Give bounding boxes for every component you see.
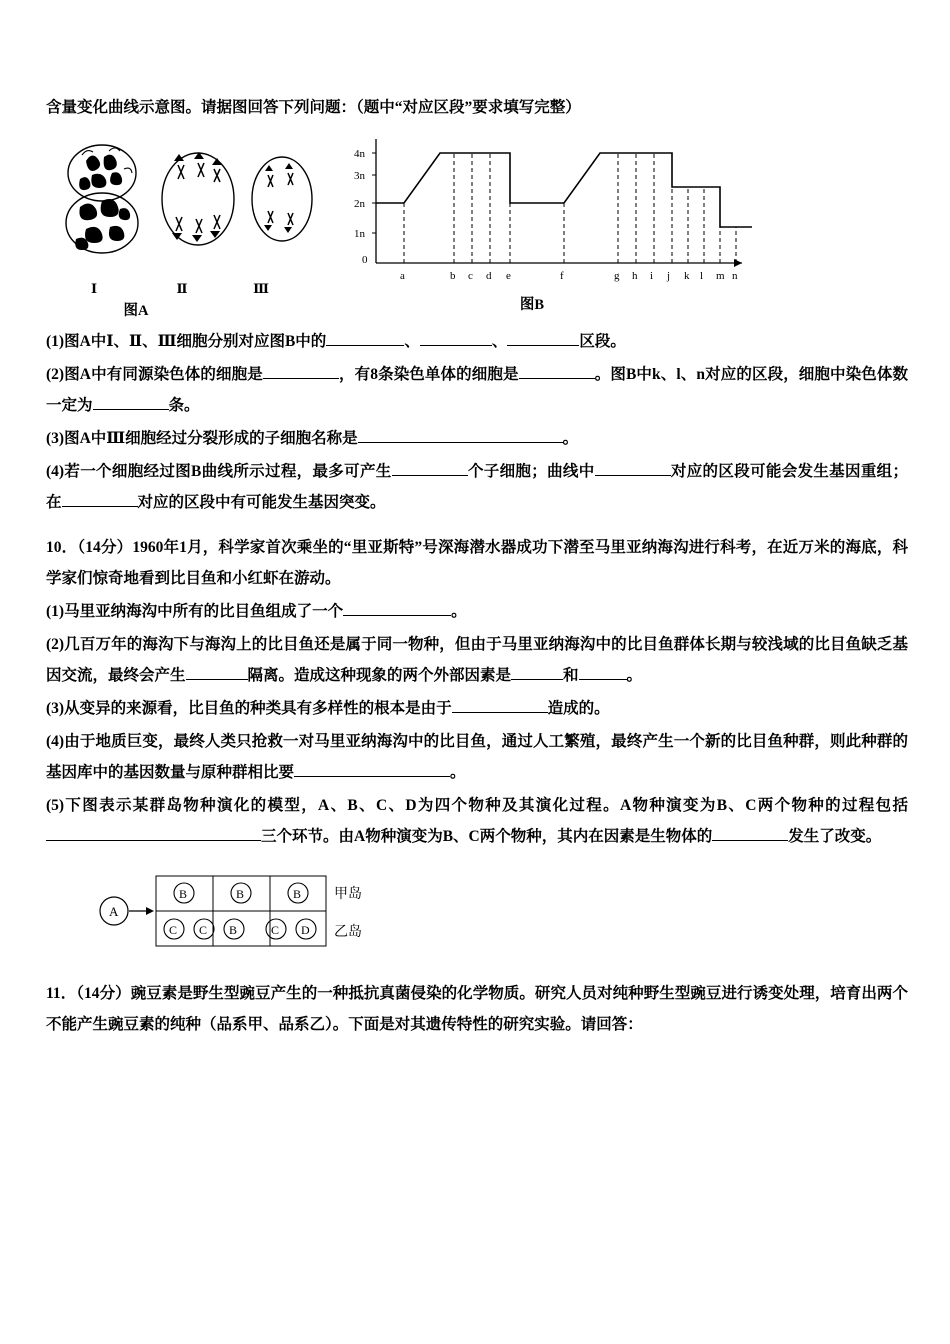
svg-text:C: C bbox=[169, 923, 178, 937]
q10-blank-5-1[interactable] bbox=[46, 826, 261, 841]
figures-row bbox=[46, 131, 908, 320]
q9-item-1-id: (1) bbox=[46, 333, 65, 350]
q9-blank-2-2[interactable] bbox=[519, 364, 595, 379]
svg-text:e: e bbox=[506, 270, 511, 282]
q10-score: （14分） bbox=[77, 539, 133, 556]
q9-item-1-t2: 、 bbox=[404, 333, 420, 350]
q10-blank-2-3[interactable] bbox=[579, 665, 627, 680]
q9-blank-2-1[interactable] bbox=[263, 364, 339, 379]
q10-item-4 bbox=[46, 726, 908, 788]
q10-blank-3-1[interactable] bbox=[452, 698, 548, 713]
svg-text:d: d bbox=[486, 270, 492, 282]
svg-text:B: B bbox=[179, 887, 188, 901]
q10-item-5 bbox=[46, 790, 908, 852]
q9-item-1-t4: 区段。 bbox=[579, 333, 626, 350]
q10-blank-5-2[interactable] bbox=[712, 826, 788, 841]
q10-number: 10． bbox=[46, 539, 78, 556]
island-figure-drawing bbox=[96, 866, 396, 956]
svg-text:2n: 2n bbox=[354, 198, 365, 210]
svg-text:B: B bbox=[236, 887, 245, 901]
q9-item-3-id: (3) bbox=[46, 430, 65, 447]
q9-item-1 bbox=[46, 326, 908, 357]
q10-item-3-t1: 从变异的来源看，比目鱼的种类具有多样性的根本是由于 bbox=[64, 700, 452, 717]
page-content bbox=[46, 92, 908, 1042]
cell-label-1: Ⅰ bbox=[90, 281, 98, 296]
q10-item-1-t1: 马里亚纳海沟中所有的比目鱼组成了一个 bbox=[64, 603, 344, 620]
svg-text:h: h bbox=[632, 270, 638, 282]
q10-item-1-t2: 。 bbox=[451, 603, 467, 620]
q9-items bbox=[46, 326, 908, 518]
q11-score: （14分） bbox=[76, 985, 131, 1002]
q9-item-2 bbox=[46, 359, 908, 421]
q9-blank-2-3[interactable] bbox=[93, 395, 169, 410]
figure-a-caption: 图A bbox=[123, 303, 149, 319]
q9-item-2-t4: 条。 bbox=[168, 397, 200, 414]
q9-item-3 bbox=[46, 423, 908, 454]
svg-text:B: B bbox=[293, 887, 302, 901]
svg-text:D: D bbox=[301, 923, 310, 937]
q10-stem-text: 1960年1月，科学家首次乘坐的“里亚斯特”号深海潜水器成功下潜至马里亚纳海沟进行科考，在近万米的海底，科学家们惊奇地看到比目鱼和小红虾在游动。 bbox=[46, 539, 908, 587]
svg-text:B: B bbox=[229, 923, 238, 937]
svg-text:乙岛: 乙岛 bbox=[334, 924, 362, 940]
q10-item-2-id: (2) bbox=[46, 636, 65, 653]
svg-text:k: k bbox=[684, 270, 690, 282]
figure-a-cell-labels bbox=[46, 281, 314, 297]
q9-blank-1-1[interactable] bbox=[326, 331, 404, 346]
q9-item-3-t1: 图A中Ⅲ细胞经过分裂形成的子细胞名称是 bbox=[64, 430, 358, 447]
svg-text:m: m bbox=[716, 270, 725, 282]
cell-label-2: Ⅱ bbox=[176, 281, 188, 296]
q9-blank-1-3[interactable] bbox=[507, 331, 579, 346]
svg-text:n: n bbox=[732, 270, 738, 282]
q9-item-4-t1: 若一个细胞经过图B曲线所示过程，最多可产生 bbox=[64, 463, 392, 480]
q10-item-4-t2: 。 bbox=[450, 764, 466, 781]
svg-text:0: 0 bbox=[362, 254, 368, 266]
q10-item-4-t1: 由于地质巨变，最终人类只抢救一对马里亚纳海沟中的比目鱼，通过人工繁殖，最终产生一个新的比目鱼种群，则此种群的基因库中的基因数量与原种群相比要 bbox=[46, 733, 908, 781]
q10-item-5-t1: 下图表示某群岛物种演化的模型，A、B、C、D为四个物种及其演化过程。A物种演变为B、C两个物种的过程包括 bbox=[64, 797, 908, 814]
figure-b-chart bbox=[332, 131, 752, 291]
q9-item-1-t1: 图A中Ⅰ、Ⅱ、Ⅲ细胞分别对应图B中的 bbox=[64, 333, 327, 350]
q10-item-3 bbox=[46, 693, 908, 724]
q10-item-2 bbox=[46, 629, 908, 691]
q10-item-1-id: (1) bbox=[46, 603, 65, 620]
q9-item-2-id: (2) bbox=[46, 366, 65, 383]
svg-text:i: i bbox=[650, 270, 654, 282]
q9-blank-3-1[interactable] bbox=[358, 428, 563, 443]
q10-blank-2-1[interactable] bbox=[186, 665, 248, 680]
q9-blank-4-2[interactable] bbox=[595, 461, 671, 476]
q10-item-4-id: (4) bbox=[46, 733, 65, 750]
svg-text:f: f bbox=[560, 270, 564, 282]
q10-item-5-id: (5) bbox=[46, 797, 65, 814]
q10-item-2-t2: 隔离。造成这种现象的两个外部因素是 bbox=[247, 667, 512, 684]
q10-item-1 bbox=[46, 596, 908, 627]
q9-item-4-t2: 个子细胞；曲线中 bbox=[467, 463, 595, 480]
q9-blank-1-2[interactable] bbox=[420, 331, 492, 346]
q10-item-2-t4: 。 bbox=[626, 667, 643, 684]
q10-blank-2-2[interactable] bbox=[511, 665, 563, 680]
q11-stem-text: 豌豆素是野生型豌豆产生的一种抵抗真菌侵染的化学物质。研究人员对纯种野生型豌豆进行诱变处理，培育出两个不能产生豌豆素的纯种（品系甲、品系乙）。下面是对其遗传特性的研究实验。请回答： bbox=[46, 985, 908, 1033]
q10-blank-4-1[interactable] bbox=[294, 762, 450, 777]
q10-item-5-t2: 三个环节。由A物种演变为B、C两个物种，其内在因素是生物体的 bbox=[261, 828, 713, 845]
svg-text:g: g bbox=[614, 270, 620, 282]
q10-item-2-t3: 和 bbox=[563, 667, 579, 684]
q9-item-4-id: (4) bbox=[46, 463, 65, 480]
q10-item-5-t3: 发生了改变。 bbox=[788, 828, 882, 845]
q10-item-3-t2: 造成的。 bbox=[547, 700, 610, 717]
svg-text:C: C bbox=[271, 923, 280, 937]
cell-label-3: Ⅲ bbox=[253, 281, 269, 296]
q9-blank-4-1[interactable] bbox=[392, 461, 468, 476]
q9-blank-4-3[interactable] bbox=[62, 492, 138, 507]
svg-text:3n: 3n bbox=[354, 170, 365, 182]
q9-item-4-t3: 对应的区段可能会发生基因重组；在 bbox=[46, 463, 908, 511]
svg-text:甲岛: 甲岛 bbox=[334, 886, 362, 902]
q11-number: 11． bbox=[46, 985, 77, 1002]
q9-item-2-t2: ，有8条染色单体的细胞是 bbox=[338, 366, 519, 383]
q10-stem bbox=[46, 532, 908, 594]
figure-a bbox=[46, 131, 314, 320]
svg-text:A: A bbox=[109, 904, 119, 919]
svg-text:l: l bbox=[700, 270, 704, 282]
svg-text:c: c bbox=[468, 270, 473, 282]
q10-blank-1-1[interactable] bbox=[343, 601, 451, 616]
intro-line: 含量变化曲线示意图。请据图回答下列问题：（题中“对应区段”要求填写完整） bbox=[46, 99, 581, 116]
q9-item-2-t3: 。图B中k、l、n对应的区段，细胞中染色体数一定为 bbox=[46, 366, 908, 414]
q9-item-1-t3: 、 bbox=[491, 333, 508, 350]
q9-item-4 bbox=[46, 456, 908, 518]
q11-stem bbox=[46, 978, 908, 1040]
q10-item-2-t1: 几百万年的海沟下与海沟上的比目鱼还是属于同一物种，但由于马里亚纳海沟中的比目鱼群体长期与较浅域的比目鱼缺乏基因交流，最终会产生 bbox=[46, 636, 908, 684]
q10-item-3-id: (3) bbox=[46, 700, 65, 717]
q9-item-3-t2: 。 bbox=[562, 430, 579, 447]
svg-text:a: a bbox=[400, 270, 405, 282]
figure-a-drawing bbox=[46, 131, 314, 281]
svg-text:j: j bbox=[667, 270, 671, 282]
q9-item-2-t1: 图A中有同源染色体的细胞是 bbox=[64, 366, 263, 383]
figure-b-caption: 图B bbox=[519, 297, 545, 313]
q9-item-4-t4: 对应的区段中有可能发生基因突变。 bbox=[137, 494, 386, 511]
svg-text:1n: 1n bbox=[354, 228, 365, 240]
svg-text:C: C bbox=[199, 923, 208, 937]
figure-b bbox=[332, 131, 762, 314]
island-speciation-figure bbox=[96, 866, 908, 956]
svg-text:b: b bbox=[450, 270, 456, 282]
svg-text:4n: 4n bbox=[354, 148, 365, 160]
